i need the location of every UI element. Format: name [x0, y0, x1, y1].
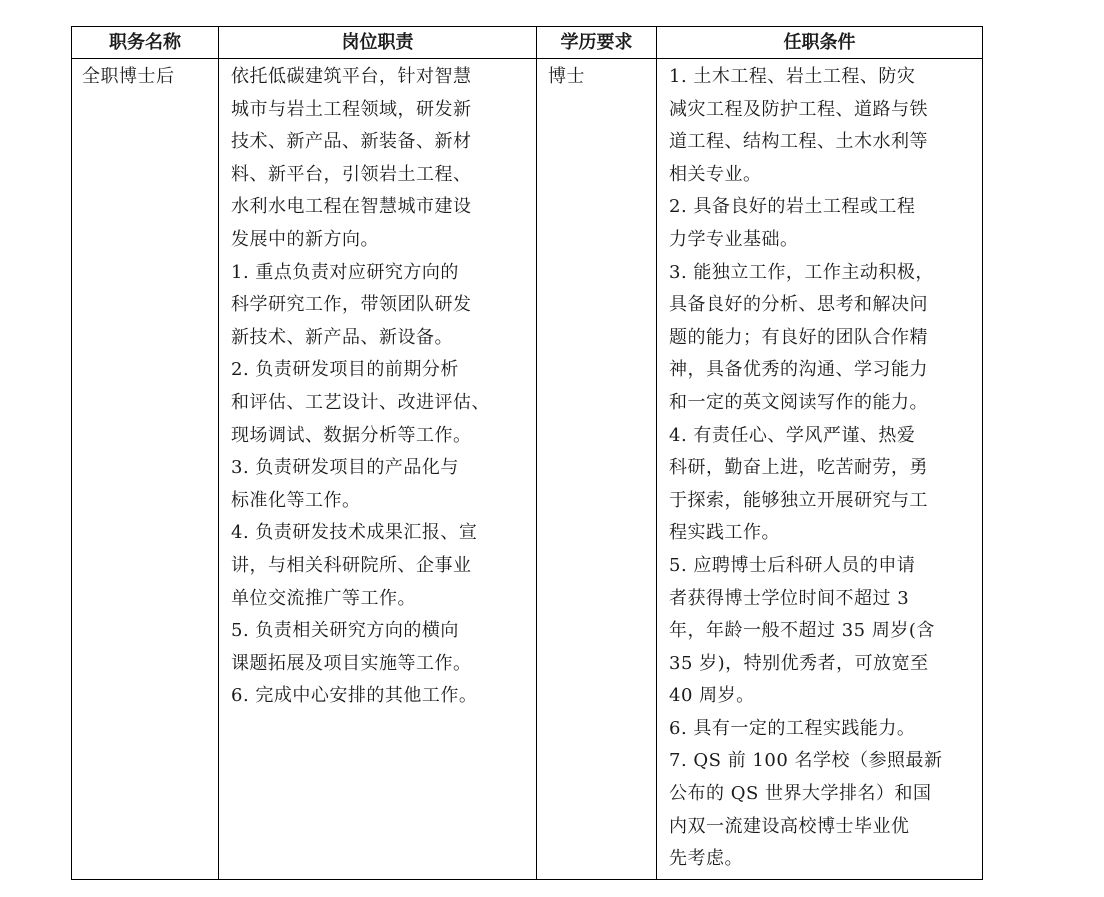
duties-list [219, 59, 536, 713]
header-position-title: 职务名称 [72, 27, 219, 59]
duties-line: 料、新平台，引领岩土工程、 [231, 163, 472, 185]
duties-line: 2. 负责研发项目的前期分析 [231, 359, 459, 381]
duties-line: 6. 完成中心安排的其他工作。 [231, 685, 478, 707]
duties-line: 5. 负责相关研究方向的横向 [231, 620, 459, 642]
cell-position-title [72, 59, 219, 880]
duties-line: 讲，与相关科研院所、企事业 [231, 554, 472, 576]
requirements-line: 5. 应聘博士后科研人员的申请 [669, 554, 916, 576]
duties-line: 4. 负责研发技术成果汇报、宣 [231, 522, 478, 544]
header-row [72, 27, 983, 59]
header-duties: 岗位职责 [219, 27, 537, 59]
position-title-text: 全职博士后 [82, 66, 175, 87]
requirements-line: 减灾工程及防护工程、道路与铁 [669, 98, 928, 120]
duties-line: 城市与岩土工程领域，研发新 [231, 98, 472, 120]
duties-line: 单位交流推广等工作。 [231, 587, 416, 609]
cell-requirements [657, 59, 983, 880]
job-table [71, 26, 983, 880]
requirements-line: 35 岁)，特别优秀者，可放宽至 [669, 652, 929, 674]
duties-line: 科学研究工作，带领团队研发 [231, 294, 472, 316]
duties-line: 1. 重点负责对应研究方向的 [231, 261, 459, 283]
table-row [72, 59, 983, 880]
requirements-line: 公布的 QS 世界大学排名）和国 [669, 783, 932, 805]
requirements-line: 先考虑。 [669, 848, 743, 870]
duties-line: 发展中的新方向。 [231, 228, 379, 250]
duties-line: 3. 负责研发项目的产品化与 [231, 457, 459, 479]
requirements-line: 6. 具有一定的工程实践能力。 [669, 717, 916, 739]
requirements-line: 神，具备优秀的沟通、学习能力 [669, 359, 928, 381]
cell-duties [219, 59, 537, 880]
table-header [72, 27, 983, 59]
duties-line: 现场调试、数据分析等工作。 [231, 424, 472, 446]
requirements-line: 题的能力；有良好的团队合作精 [669, 326, 928, 348]
requirements-line: 内双一流建设高校博士毕业优 [669, 815, 910, 837]
requirements-line: 3. 能独立工作，工作主动积极， [669, 261, 934, 283]
requirements-line: 具备良好的分析、思考和解决问 [669, 294, 928, 316]
duties-line: 标准化等工作。 [231, 489, 361, 511]
requirements-line: 科研，勤奋上进，吃苦耐劳，勇 [669, 457, 928, 479]
requirements-line: 力学专业基础。 [669, 228, 799, 250]
requirements-line: 者获得博士学位时间不超过 3 [669, 587, 910, 609]
duties-line: 依托低碳建筑平台，针对智慧 [231, 66, 472, 87]
requirements-line: 于探索，能够独立开展研究与工 [669, 489, 928, 511]
header-education: 学历要求 [537, 27, 657, 59]
requirements-line: 1. 土木工程、岩土工程、防灾 [669, 66, 916, 87]
requirements-line: 相关专业。 [669, 163, 762, 185]
requirements-list [657, 59, 982, 876]
duties-line: 和评估、工艺设计、改进评估、 [231, 391, 490, 413]
header-requirements: 任职条件 [657, 27, 983, 59]
cell-education [537, 59, 657, 880]
requirements-line: 4. 有责任心、学风严谨、热爱 [669, 424, 916, 446]
requirements-line: 40 周岁。 [669, 685, 755, 707]
requirements-line: 道工程、结构工程、土木水利等 [669, 131, 928, 153]
requirements-line: 7. QS 前 100 名学校（参照最新 [669, 750, 943, 772]
requirements-line: 年，年龄一般不超过 35 周岁(含 [669, 620, 935, 642]
requirements-line: 程实践工作。 [669, 522, 780, 544]
duties-line: 技术、新产品、新装备、新材 [231, 131, 472, 153]
requirements-line: 2. 具备良好的岩土工程或工程 [669, 196, 916, 218]
duties-line: 新技术、新产品、新设备。 [231, 326, 453, 348]
table-body [72, 59, 983, 880]
duties-line: 课题拓展及项目实施等工作。 [231, 652, 472, 674]
duties-line: 水利水电工程在智慧城市建设 [231, 196, 472, 218]
education-text: 博士 [548, 66, 585, 87]
requirements-line: 和一定的英文阅读写作的能力。 [669, 391, 928, 413]
